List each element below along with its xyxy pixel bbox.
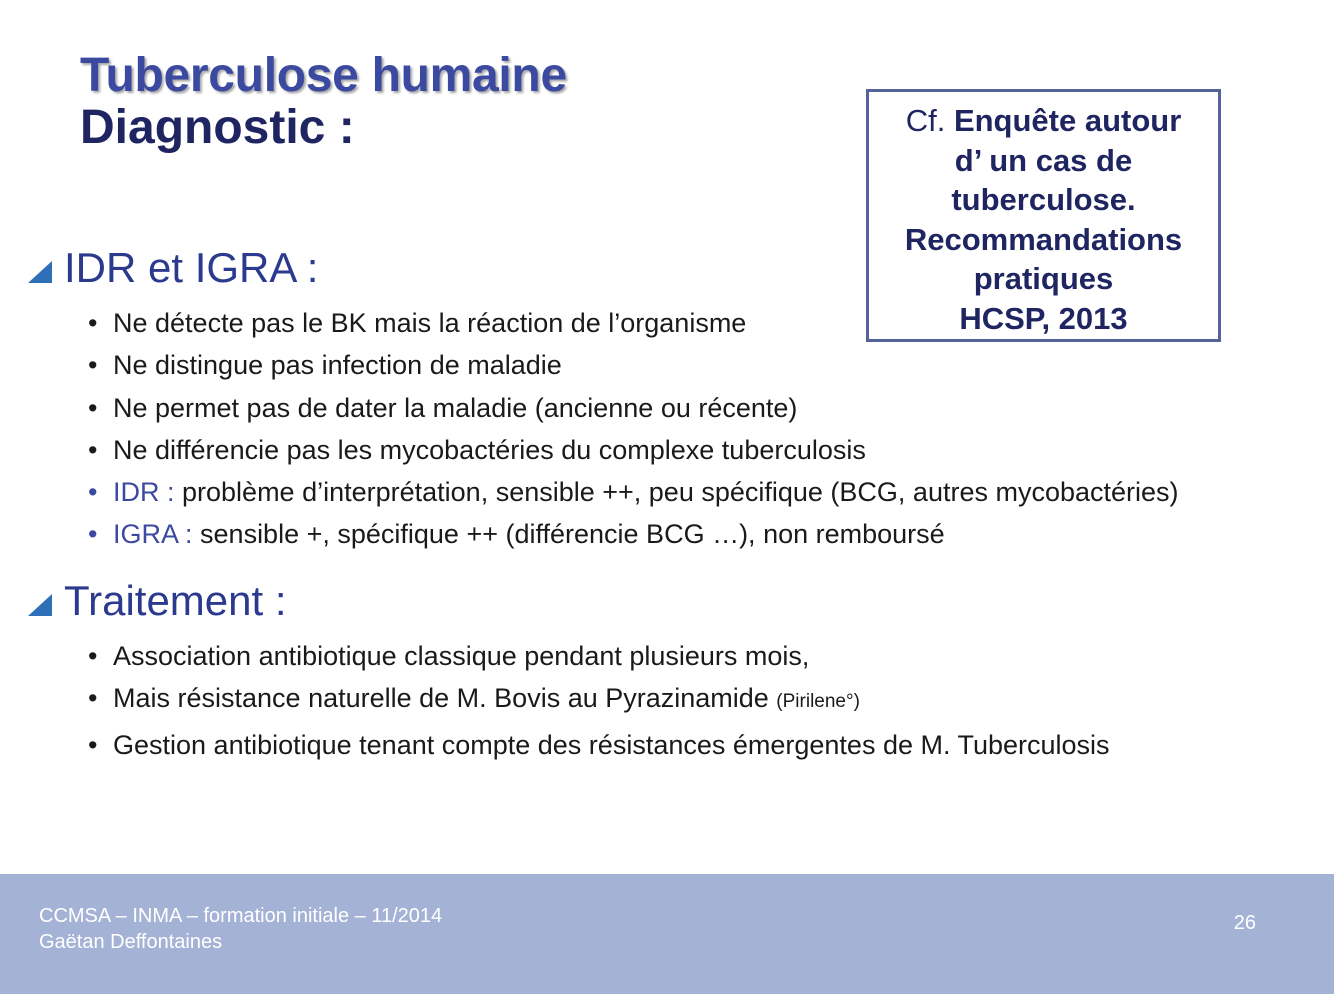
page-number: 26	[1233, 912, 1256, 934]
reference-line-5: pratiques	[973, 261, 1114, 296]
bullet-dot-icon: •	[88, 519, 98, 550]
bullet-dot-icon: •	[88, 350, 98, 381]
reference-line-2: d’ un cas de	[954, 142, 1133, 178]
slide-footer	[0, 874, 1334, 994]
reference-line-4: Recommandations	[904, 221, 1183, 257]
list-item: • Ne permet pas de dater la maladie (ancienne ou récente)	[28, 387, 1179, 429]
bullet-dot-icon: •	[88, 477, 98, 508]
bullet-list	[28, 635, 1110, 766]
bullet-list	[28, 302, 1179, 556]
list-item: • Ne distingue pas infection de maladie	[28, 344, 1179, 386]
list-item: • IGRA : sensible +, spécifique ++ (différencie BCG …), non remboursé	[28, 513, 1179, 555]
bullet-dot-icon: •	[88, 434, 98, 465]
bullet-dot-icon: •	[88, 641, 98, 671]
footer-line-1: CCMSA – INMA – formation initiale – 11/2014	[39, 905, 443, 927]
slide-title	[80, 49, 567, 154]
section-idr-igra	[28, 244, 1179, 556]
triangle-bullet-icon	[28, 594, 52, 616]
list-item: • Ne détecte pas le BK mais la réaction de l’organisme	[28, 302, 1179, 344]
reference-line-6: HCSP, 2013	[959, 300, 1128, 336]
list-item: • Ne différencie pas les mycobactéries du complexe tuberculosis	[28, 429, 1179, 471]
bullet-key: IDR :	[113, 477, 183, 508]
footer-credits	[39, 903, 442, 955]
bullet-key: IGRA :	[113, 519, 201, 550]
reference-line-3: tuberculose.	[951, 182, 1136, 217]
list-item: • Gestion antibiotique tenant compte des résistances émergentes de M. Tuberculosis	[28, 724, 1110, 766]
reference-line-1: Cf. Enquête autour	[905, 103, 1182, 138]
title-line-2: Diagnostic :	[80, 101, 355, 154]
section-heading	[28, 244, 1179, 291]
reference-prefix: Cf.	[905, 103, 954, 138]
bullet-dot-icon: •	[88, 683, 98, 714]
section-heading-text: IDR et IGRA :	[64, 244, 319, 291]
list-item: • Mais résistance naturelle de M. Bovis au Pyrazinamide (Pirilene°)	[28, 677, 1110, 723]
bullet-dot-icon: •	[88, 729, 98, 760]
section-heading	[28, 577, 1110, 624]
list-item: • Association antibiotique classique pendant plusieurs mois,	[28, 635, 1110, 677]
list-item: • IDR : problème d’interprétation, sensible ++, peu spécifique (BCG, autres mycobactéries)	[28, 471, 1179, 513]
bullet-dot-icon: •	[88, 392, 98, 423]
section-traitement	[28, 577, 1110, 766]
footer-line-2: Gaëtan Deffontaines	[39, 931, 223, 953]
bullet-note: (Pirilene°)	[776, 691, 860, 713]
section-heading-text: Traitement :	[64, 577, 287, 624]
triangle-bullet-icon	[28, 261, 52, 283]
title-line-1: Tuberculose humaine	[80, 49, 567, 102]
bullet-dot-icon: •	[88, 308, 98, 338]
